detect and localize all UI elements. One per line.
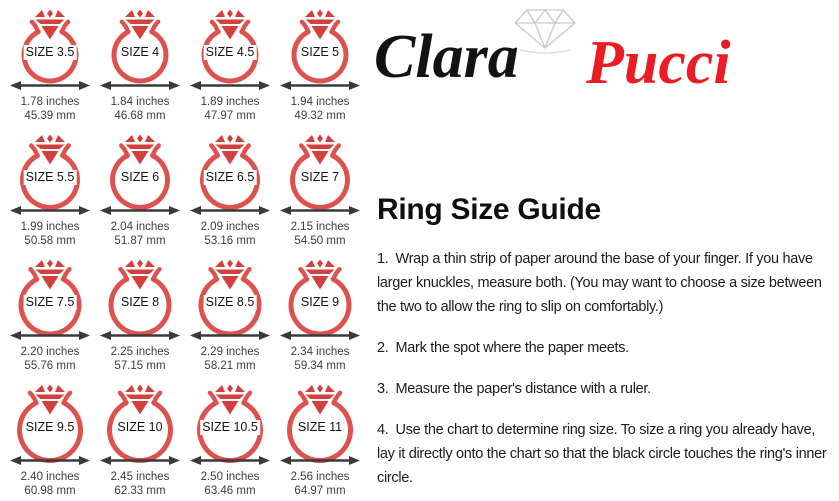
ring-inches-value: 2.40 inches xyxy=(20,471,80,483)
ring-mm-value: 58.21 mm xyxy=(204,360,256,372)
ring-mm-value: 53.16 mm xyxy=(204,235,256,247)
ring-size-label: SIZE 8 xyxy=(120,295,160,309)
ring-size-label: SIZE 10.5 xyxy=(202,420,258,434)
ring-inches-value: 2.15 inches xyxy=(290,221,350,233)
ring-inches-value: 2.25 inches xyxy=(110,346,170,358)
ring-size-cell xyxy=(6,383,94,501)
ring-size-cell xyxy=(96,133,184,251)
instruction-number: 3. xyxy=(377,381,389,397)
gem-icon xyxy=(125,135,155,165)
gem-icon xyxy=(305,135,335,165)
ring-size-label: SIZE 9 xyxy=(300,295,340,309)
instruction-item xyxy=(377,418,829,490)
ring-inches-value: 2.34 inches xyxy=(290,346,350,358)
gem-icon xyxy=(305,260,335,290)
ring-size-label: SIZE 9.5 xyxy=(25,420,75,434)
ring-size-label: SIZE 7.5 xyxy=(25,295,75,309)
gem-icon xyxy=(215,260,245,290)
ring-mm-value: 64.97 mm xyxy=(294,485,346,497)
ring-size-label: SIZE 5.5 xyxy=(25,170,75,184)
ring-mm-value: 62.33 mm xyxy=(114,485,166,497)
width-arrow-icon xyxy=(280,456,360,465)
ring-size-cell xyxy=(276,133,364,251)
ring-inches-value: 2.45 inches xyxy=(110,471,170,483)
ring-size-label: SIZE 11 xyxy=(297,420,343,434)
ring-size-label: SIZE 6.5 xyxy=(205,170,255,184)
ring-mm-value: 57.15 mm xyxy=(114,360,166,372)
ring-inches-value: 2.04 inches xyxy=(110,221,170,233)
gem-icon xyxy=(125,385,155,415)
ring-size-cell xyxy=(186,133,274,251)
ring-size-cell xyxy=(6,258,94,376)
ring-size-cell xyxy=(96,383,184,501)
ring-size-label: SIZE 3.5 xyxy=(25,45,75,59)
instructions-list xyxy=(377,247,829,501)
ring-mm-value: 63.46 mm xyxy=(204,485,256,497)
ring-size-cell xyxy=(276,258,364,376)
width-arrow-icon xyxy=(10,456,90,465)
page-title: Ring Size Guide xyxy=(377,193,601,226)
gem-icon xyxy=(35,260,65,290)
ring-mm-value: 60.98 mm xyxy=(24,485,76,497)
ring-size-cell xyxy=(96,8,184,126)
ring-size-cell xyxy=(186,258,274,376)
ring-inches-value: 1.89 inches xyxy=(200,96,260,108)
brand-name-pucci: Pucci xyxy=(586,29,731,97)
gem-icon xyxy=(125,260,155,290)
ring-size-cell xyxy=(276,383,364,501)
ring-mm-value: 50.58 mm xyxy=(24,235,76,247)
instruction-text: Use the chart to determine ring size. To size a ring you already have, lay it directly onto the chart so that the black circle touches the ring's inner circle. xyxy=(377,422,827,486)
ring-size-chart xyxy=(6,8,364,501)
ring-size-cell xyxy=(276,8,364,126)
ring-size-cell xyxy=(186,8,274,126)
ring-size-label: SIZE 5 xyxy=(300,45,340,59)
ring-inches-value: 1.84 inches xyxy=(110,96,170,108)
instruction-text: Mark the spot where the paper meets. xyxy=(395,340,629,356)
ring-size-label: SIZE 4.5 xyxy=(205,45,255,59)
instruction-item xyxy=(377,247,829,319)
instruction-number: 2. xyxy=(377,340,389,356)
instruction-text: Measure the paper's distance with a ruler. xyxy=(395,381,651,397)
ring-size-cell xyxy=(6,133,94,251)
ring-mm-value: 46.68 mm xyxy=(114,110,166,122)
ring-mm-value: 59.34 mm xyxy=(294,360,346,372)
ring-size-cell xyxy=(96,258,184,376)
ring-size-cell xyxy=(186,383,274,501)
instruction-item xyxy=(377,336,829,360)
ring-mm-value: 55.76 mm xyxy=(24,360,76,372)
ring-inches-value: 2.29 inches xyxy=(200,346,260,358)
ring-size-label: SIZE 4 xyxy=(120,45,160,59)
ring-size-label: SIZE 8.5 xyxy=(205,295,255,309)
width-arrow-icon xyxy=(100,456,180,465)
gem-icon xyxy=(35,135,65,165)
ring-inches-value: 2.09 inches xyxy=(200,221,260,233)
gem-icon xyxy=(305,385,335,415)
brand-name-clara: Clara xyxy=(374,23,519,91)
ring-size-label: SIZE 7 xyxy=(300,170,340,184)
ring-inches-value: 1.78 inches xyxy=(20,96,80,108)
ring-size-label: SIZE 6 xyxy=(120,170,160,184)
gem-icon xyxy=(215,135,245,165)
instruction-number: 4. xyxy=(377,422,389,438)
ring-inches-value: 1.99 inches xyxy=(20,221,80,233)
ring-mm-value: 47.97 mm xyxy=(204,110,256,122)
diamond-logo-icon xyxy=(512,6,578,56)
instruction-text: Wrap a thin strip of paper around the base of your finger. If you have larger knuckles, measure both. (You may want to choose a size between the two to allow the ring to slip on comfortably.) xyxy=(377,251,822,315)
ring-size-label: SIZE 10 xyxy=(117,420,163,434)
ring-inches-value: 1.94 inches xyxy=(290,96,350,108)
ring-mm-value: 49.32 mm xyxy=(294,110,346,122)
ring-mm-value: 45.39 mm xyxy=(24,110,76,122)
gem-icon xyxy=(215,10,245,40)
gem-icon xyxy=(35,10,65,40)
brand-logo xyxy=(374,6,804,106)
gem-icon xyxy=(215,385,245,415)
width-arrow-icon xyxy=(190,456,270,465)
ring-inches-value: 2.50 inches xyxy=(200,471,260,483)
gem-icon xyxy=(305,10,335,40)
ring-mm-value: 54.50 mm xyxy=(294,235,346,247)
ring-mm-value: 51.87 mm xyxy=(114,235,166,247)
instruction-number: 1. xyxy=(377,251,389,267)
ring-inches-value: 2.56 inches xyxy=(290,471,350,483)
gem-icon xyxy=(35,385,65,415)
gem-icon xyxy=(125,10,155,40)
ring-size-cell xyxy=(6,8,94,126)
ring-inches-value: 2.20 inches xyxy=(20,346,80,358)
instruction-item xyxy=(377,377,829,401)
